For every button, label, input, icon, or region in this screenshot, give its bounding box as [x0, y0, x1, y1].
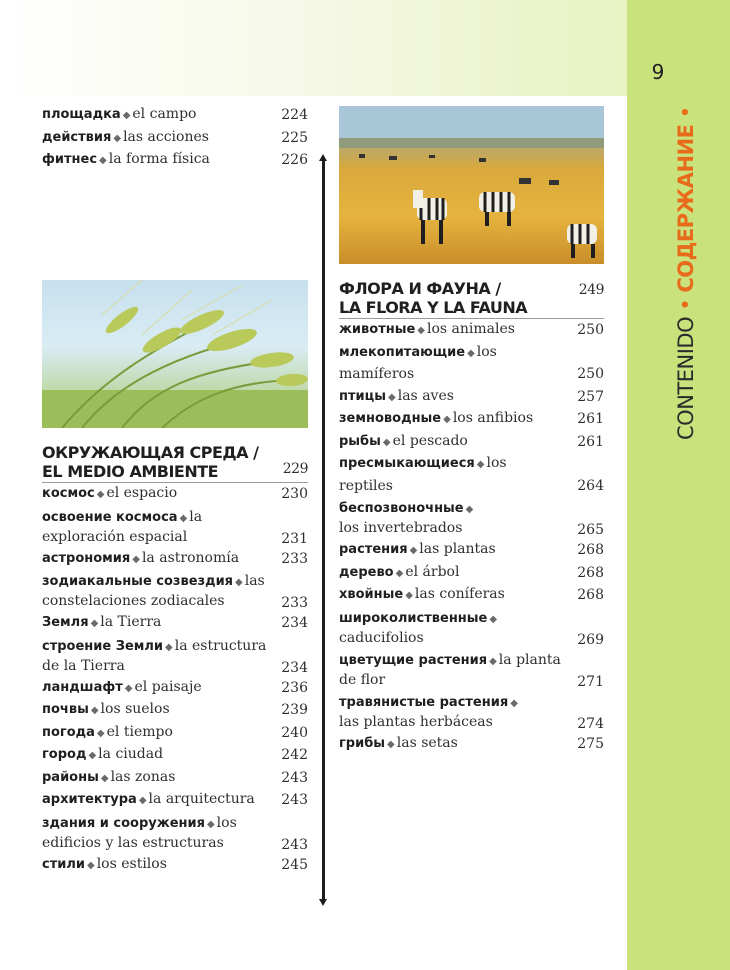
- diamond-icon: ◆: [382, 436, 391, 448]
- diamond-icon: ◆: [476, 459, 485, 470]
- toc-entry[interactable]: Земля ◆ la Tierra 234: [42, 614, 308, 631]
- side-title-ru: СОДЕРЖАНИЕ: [674, 124, 698, 293]
- diamond-icon: ◆: [467, 347, 475, 359]
- side-title-trail: •: [674, 106, 698, 119]
- diamond-icon: ◆: [206, 818, 215, 830]
- page-number: 9: [651, 60, 665, 84]
- wheat-illustration: [42, 280, 308, 428]
- diamond-icon: ◆: [388, 391, 396, 403]
- diamond-icon: ◆: [96, 489, 105, 500]
- column-divider: [322, 160, 325, 900]
- toc-entry[interactable]: ландшафт ◆ el paisaje 236: [42, 678, 308, 696]
- toc-entry[interactable]: дерево ◆ el árbol 268: [339, 563, 604, 581]
- toc-entry[interactable]: освоение космоса ◆ la exploración espacial 231: [42, 508, 308, 547]
- left-section: [42, 443, 308, 876]
- diamond-icon: ◆: [395, 567, 404, 579]
- diamond-icon: ◆: [138, 795, 147, 806]
- diamond-icon: ◆: [489, 655, 497, 667]
- toc-entry[interactable]: млекопитающие ◆ los mamíferos 250: [339, 343, 604, 382]
- diamond-icon: ◆: [99, 155, 107, 166]
- diamond-icon: ◆: [235, 577, 243, 588]
- toc-entry[interactable]: архитектура ◆ la arquitectura 243: [42, 791, 308, 808]
- header-gradient: [0, 0, 730, 96]
- side-title-separator: •: [674, 298, 698, 311]
- toc-entry[interactable]: здания и сооружения ◆ los edificios y las estructuras 243: [42, 814, 308, 853]
- toc-entry[interactable]: растения ◆ las plantas 268: [339, 541, 604, 558]
- toc-entry[interactable]: почвы ◆ los suelos 239: [42, 701, 308, 718]
- toc-entry[interactable]: грибы ◆ las setas 275: [339, 734, 604, 752]
- toc-entry[interactable]: площадка ◆ el campo 224: [42, 106, 308, 123]
- diamond-icon: ◆: [465, 504, 474, 515]
- toc-entry[interactable]: рыбы ◆ el pescado 261: [339, 432, 604, 450]
- diamond-icon: ◆: [179, 512, 188, 524]
- diamond-icon: ◆: [90, 705, 99, 716]
- diamond-icon: ◆: [132, 553, 140, 565]
- diamond-icon: ◆: [405, 590, 413, 601]
- side-title: [666, 106, 706, 440]
- section-heading[interactable]: ОКРУЖАЮЩАЯ СРЕДА / EL MEDIO AMBIENTE 229: [42, 443, 308, 481]
- toc-entry[interactable]: астрономия ◆ la astronomía 233: [42, 549, 308, 567]
- toc-entry[interactable]: космос ◆ el espacio 230: [42, 485, 308, 502]
- toc-entry[interactable]: действия ◆ las acciones 225: [42, 128, 308, 146]
- left-top-list: [42, 104, 308, 172]
- zebra-herd-photo: [339, 106, 604, 264]
- diamond-icon: ◆: [124, 682, 133, 694]
- wheat-photo: [42, 280, 308, 428]
- zebra-illustration: [339, 106, 604, 264]
- right-section: [339, 279, 604, 755]
- toc-entry[interactable]: город ◆ la ciudad 242: [42, 746, 308, 763]
- diamond-icon: ◆: [90, 618, 99, 629]
- toc-entry[interactable]: широколиственные ◆ caducifolios 269: [339, 610, 604, 648]
- diamond-icon: ◆: [88, 750, 97, 761]
- toc-entry[interactable]: земноводные ◆ los anfibios 261: [339, 410, 604, 427]
- diamond-icon: ◆: [417, 325, 425, 336]
- toc-entry[interactable]: районы ◆ las zonas 243: [42, 768, 308, 786]
- toc-entry[interactable]: травянистые растения ◆ las plantas herbáceas 274: [339, 694, 604, 732]
- zebra-figure: [413, 190, 447, 244]
- diamond-icon: ◆: [122, 110, 131, 121]
- toc-entry[interactable]: зодиакальные созвездия ◆ las constelaciones zodiacales 233: [42, 573, 308, 611]
- diamond-icon: ◆: [409, 545, 418, 556]
- diamond-icon: ◆: [489, 613, 498, 625]
- side-title-es: CONTENIDO: [674, 316, 698, 440]
- toc-entry[interactable]: беспозвоночные ◆ los invertebrados 265: [339, 501, 604, 538]
- diamond-icon: ◆: [96, 727, 105, 739]
- toc-entry[interactable]: строение Земли ◆ la estructura de la Tierra 234: [42, 637, 308, 676]
- toc-entry[interactable]: пресмыкающиеся ◆ los reptiles 264: [339, 455, 604, 494]
- diamond-icon: ◆: [443, 414, 451, 425]
- section-heading[interactable]: ФЛОРА И ФАУНА / LA FLORA Y LA FAUNA 249: [339, 279, 604, 317]
- toc-entry[interactable]: животные ◆ los animales 250: [339, 321, 604, 338]
- toc-entry[interactable]: стили ◆ los estilos 245: [42, 855, 308, 873]
- diamond-icon: ◆: [86, 859, 95, 871]
- diamond-icon: ◆: [387, 738, 395, 750]
- toc-entry[interactable]: птицы ◆ las aves 257: [339, 387, 604, 405]
- diamond-icon: ◆: [113, 132, 122, 144]
- toc-entry[interactable]: фитнес ◆ la forma física 226: [42, 151, 308, 168]
- diamond-icon: ◆: [510, 697, 518, 709]
- diamond-icon: ◆: [100, 772, 109, 784]
- toc-entry[interactable]: погода ◆ el tiempo 240: [42, 723, 308, 741]
- toc-entry[interactable]: хвойные ◆ las coníferas 268: [339, 586, 604, 603]
- diamond-icon: ◆: [165, 641, 173, 653]
- toc-entry[interactable]: цветущие растения ◆ la planta de flor 271: [339, 651, 604, 690]
